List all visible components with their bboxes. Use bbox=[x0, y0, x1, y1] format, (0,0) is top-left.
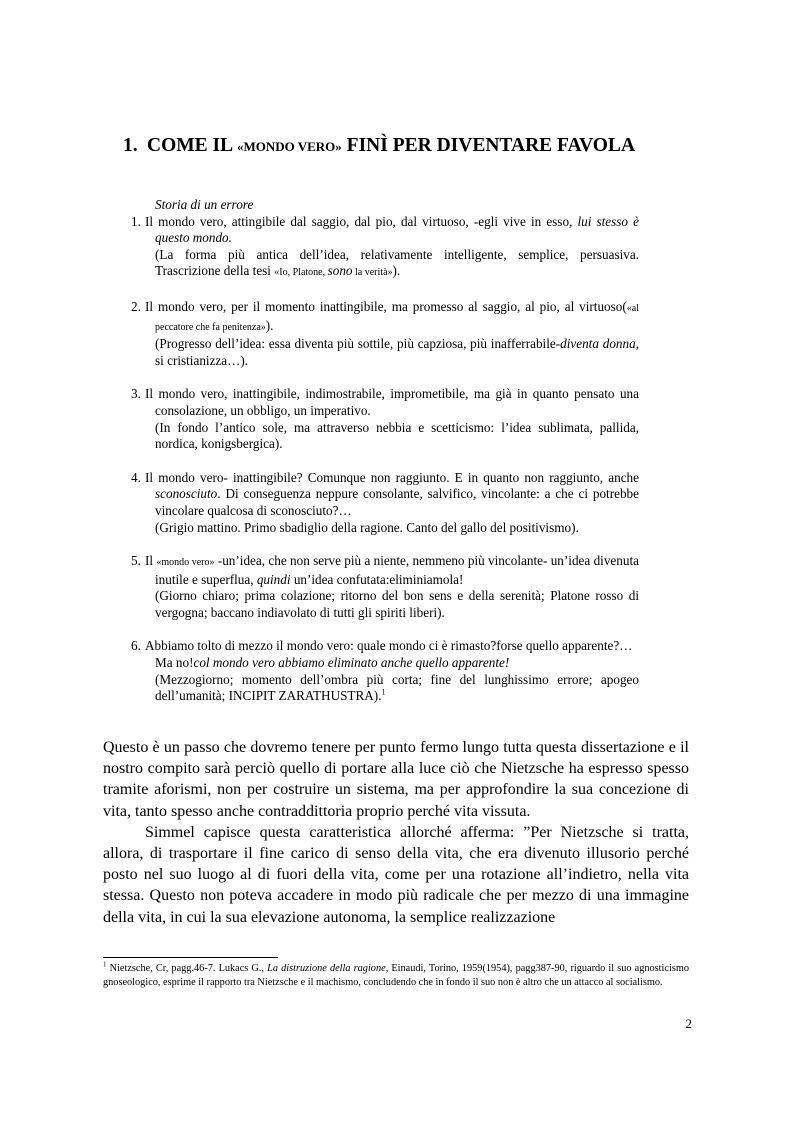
chapter-title: COME IL «MONDO VERO» FINÌ PER DIVENTARE FAVOLA bbox=[147, 135, 636, 156]
chapter-heading bbox=[123, 134, 638, 159]
body-text bbox=[103, 737, 689, 928]
footnote: $^1$ Nietzsche, Cr, pagg.46-7. Lukacs G., La distruzione della ragione, Einaudi, Torino, 1959(1954), pagg387-90, riguardo il suo agnosticismo gnoseologico, esprime il rapporto tra Nietzsche e il machismo, concludendo che in fondo il suo non è altro che un attacco al socialismo. bbox=[103, 960, 689, 988]
list-item: 6. Abbiamo tolto di mezzo il mondo vero: quale mondo ci è rimasto?forse quello apparente?… Ma no!col mondo vero abbiamo eliminato anche quello apparente! (Mezzogiorno; momento dell’ombra più corta; fine del lunghissimo errore; apogeo dell’umanità; INCIPIT ZARATHUSTRA).$^1$ bbox=[131, 638, 639, 704]
list-item: 3. Il mondo vero, inattingibile, indimostrabile, imprometibile, ma già in quanto pensato una consolazione, un obbligo, un imperativo. (In fondo l’antico sole, ma attraverso nebbia e scetticismo: l’idea sublimata, pallida, nordica, konigsbergica). bbox=[131, 386, 639, 452]
paragraph: Simmel capisce questa caratteristica allorché afferma: ”Per Nietzsche si tratta, allora, di trasportare il fine carico di senso della vita, che era divenuto illusorio perché posto nel suo luogo al di fuori della vita, come per una rotazione all’indietro, nella vita stessa. Questo non poteva accadere in modo più radicale che per mezzo di una immagine della vita, in cui la sua elevazione autonoma, la semplice realizzazione bbox=[103, 823, 689, 926]
list-item: 2. Il mondo vero, per il momento inattingibile, ma promesso al saggio, al pio, al virtuoso(«al peccatore che fa penitenza»). (Progresso dell’idea: essa diventa più sottile, più capziosa, più inafferrabile-diventa donna, si cristianizza…). bbox=[131, 298, 639, 368]
footnote-divider bbox=[103, 957, 278, 958]
quoted-passage bbox=[131, 197, 639, 705]
paragraph: Questo è un passo che dovremo tenere per punto fermo lungo tutta questa dissertazione e il nostro compito sarà perciò quello di portare alla luce ciò che Nietzsche ha espresso spesso tramite aforismi, non per costruire un sistema, ma per approfondire la sua concezione di vita, tanto spesso anche contraddittoria proprio perché vita vissuta. bbox=[103, 739, 689, 820]
list-item: 5. Il «mondo vero» -un’idea, che non serve più a niente, nemmeno più vincolante- un’idea divenuta inutile e superflua, quindi un’idea confutata:eliminiamola! (Giorno chiaro; prima colazione; ritorno del bon sens e della serenità; Platone rosso di vergogna; baccano indiavolato di tutti gli spiriti liberi). bbox=[131, 553, 639, 620]
footnote-reference[interactable]: 1 bbox=[381, 687, 386, 697]
chapter-number: 1. bbox=[123, 135, 138, 156]
quote-subtitle: Storia di un errore bbox=[155, 197, 254, 212]
page-number: 2 bbox=[685, 1016, 692, 1031]
list-item: 1. Il mondo vero, attingibile dal saggio, dal pio, dal virtuoso, -egli vive in esso, lui stesso è questo mondo. (La forma più antica dell’idea, relativamente intelligente, semplice, persuasiva. Trascrizione della tesi «Io, Platone, sono la verità»). bbox=[131, 213, 639, 279]
list-item: 4. Il mondo vero- inattingibile? Comunque non raggiunto. E in quanto non raggiunto, anche sconosciuto. Di conseguenza neppure consolante, salvifico, vincolante: a che ci potrebbe vincolare qualcosa di sconosciuto?… (Grigio mattino. Primo sbadiglio della ragione. Canto del gallo del positivismo). bbox=[131, 469, 639, 535]
